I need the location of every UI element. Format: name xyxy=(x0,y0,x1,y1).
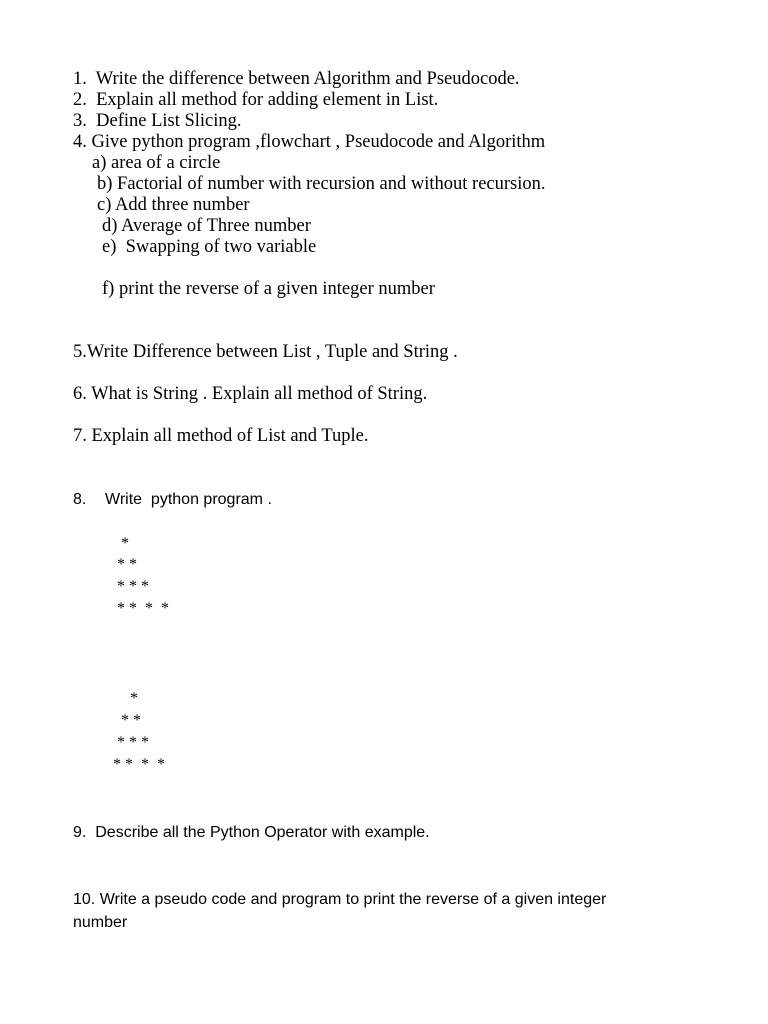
pattern1-row: * * xyxy=(117,556,137,573)
question-4: 4. Give python program ,flowchart , Pseudocode and Algorithm xyxy=(73,132,546,152)
question-5: 5.Write Difference between List , Tuple and String . xyxy=(73,342,458,362)
question-8-number: 8. xyxy=(73,491,87,508)
sub-item-c: c) Add three number xyxy=(97,195,250,215)
question-1: 1. Write the difference between Algorithm and Pseudocode. xyxy=(73,69,520,89)
question-10-line2: number xyxy=(73,914,128,931)
question-3: 3. Define List Slicing. xyxy=(73,111,242,131)
question-9: 9. Describe all the Python Operator with example. xyxy=(73,824,430,841)
pattern2-row: * * * * xyxy=(113,756,165,773)
question-8-text: Write python program . xyxy=(105,491,272,508)
question-2: 2. Explain all method for adding element in List. xyxy=(73,90,439,110)
pattern2-row: * * xyxy=(121,712,141,729)
sub-item-f: f) print the reverse of a given integer number xyxy=(102,279,435,299)
pattern2-row: * xyxy=(130,690,138,707)
pattern1-row: * * * * xyxy=(117,600,169,617)
sub-item-a: a) area of a circle xyxy=(92,153,221,173)
sub-item-b: b) Factorial of number with recursion and without recursion. xyxy=(97,174,546,194)
pattern2-row: * * * xyxy=(117,734,149,751)
sub-item-e: e) Swapping of two variable xyxy=(102,237,317,257)
sub-item-d: d) Average of Three number xyxy=(102,216,311,236)
question-6: 6. What is String . Explain all method of String. xyxy=(73,384,428,404)
pattern1-row: * * * xyxy=(117,578,149,595)
pattern1-row: * xyxy=(121,535,129,552)
question-7: 7. Explain all method of List and Tuple. xyxy=(73,426,369,446)
question-10-line1: 10. Write a pseudo code and program to print the reverse of a given integer xyxy=(73,891,607,908)
